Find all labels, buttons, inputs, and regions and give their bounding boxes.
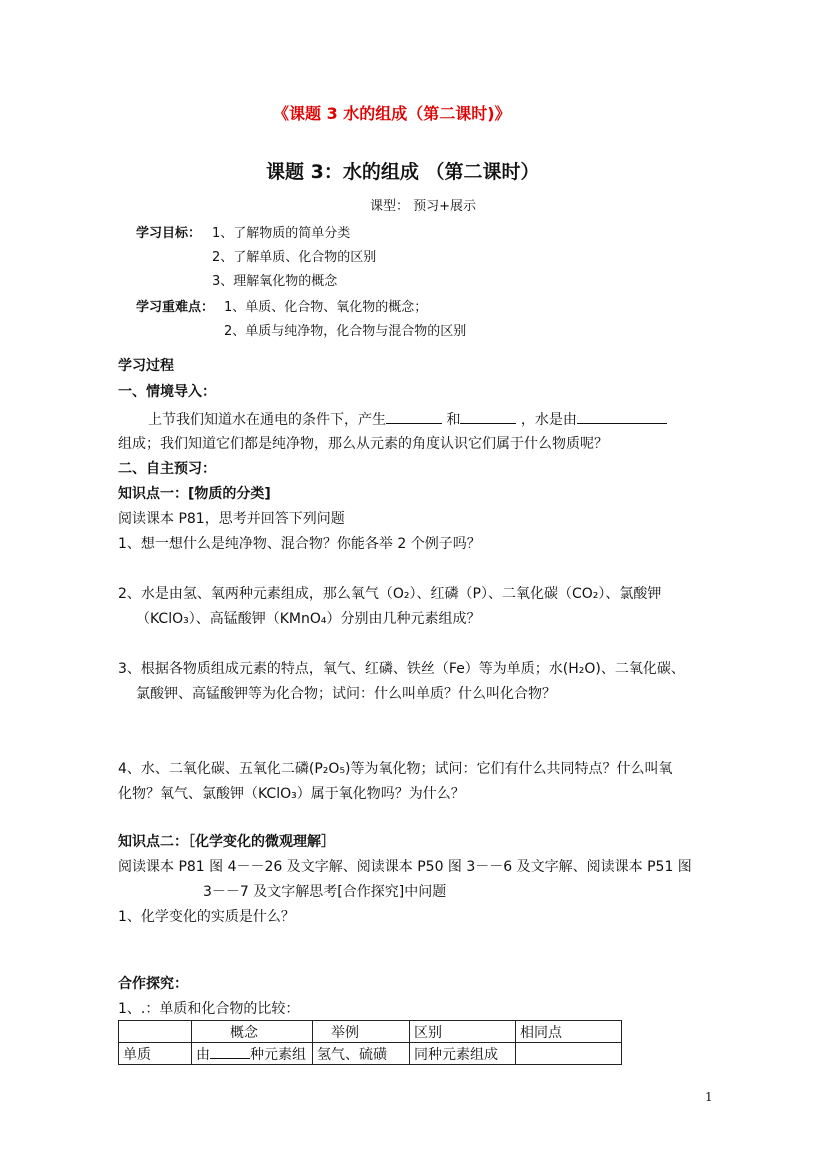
main-title: 课题 3：水的组成 （第二课时） (266, 161, 540, 183)
key-point-item: 1、单质、化合物、氧化物的概念； (224, 300, 428, 315)
table-row (119, 1043, 622, 1065)
kp1-heading: 知识点一：[物质的分类] (118, 486, 271, 502)
key-point-item: 2、单质与纯净物，化合物与混合物的区别 (224, 324, 467, 339)
kp1-q1: 1、想一想什么是纯净物、混合物？你能各举 2 个例子吗？ (118, 536, 481, 552)
table-header-cell: 概念 (192, 1021, 313, 1043)
lesson-type: 课型： 预习+展示 (370, 199, 477, 214)
kp1-q4-line2: 化物？氧气、氯酸钾（KClO₃）属于氧化物吗？为什么？ (118, 786, 465, 802)
process-heading: 学习过程 (118, 358, 174, 374)
kp2-q1: 1、化学变化的实质是什么？ (118, 909, 295, 925)
kp2-read-line1: 阅读课本 P81 图 4－－26 及文字解、阅读课本 P50 图 3－－6 及文字解、阅读课本 P51 图 (118, 859, 692, 875)
section1-text-b: 和 (446, 412, 461, 428)
objective-item: 1、了解物质的简单分类 (212, 226, 351, 241)
table-header-cell: 区别 (410, 1021, 516, 1043)
comparison-table (118, 1020, 622, 1065)
section1-text-c: ，水是由 (520, 412, 577, 428)
kp2-heading: 知识点二：［化学变化的微观理解］ (118, 834, 335, 850)
table-cell: 单质 (119, 1043, 192, 1065)
blank-line (210, 1044, 250, 1059)
table-header-cell: 相同点 (516, 1021, 622, 1043)
objective-item: 2、了解单质、化合物的区别 (212, 250, 377, 265)
section2-heading: 二、自主预习： (118, 461, 216, 477)
blank-line (577, 409, 667, 424)
kp2-read-line2: 3－－7 及文字解思考[合作探究]中问题 (203, 884, 447, 900)
cell-text: 由 (196, 1046, 210, 1063)
cooperation-heading: 合作探究： (118, 976, 188, 992)
table-cell: 氢气、硫磺 (313, 1043, 410, 1065)
table-cell (192, 1043, 313, 1065)
kp1-q3-line1: 3、根据各物质组成元素的特点，氧气、红磷、铁丝（Fe）等为单质；水(H₂O)、二氧化碳、 (118, 661, 685, 677)
cooperation-item1: 1、.：单质和化合物的比较： (118, 1001, 300, 1017)
table-header-cell (119, 1021, 192, 1043)
kp1-q3-line2: 氯酸钾、高锰酸钾等为化合物；试问：什么叫单质？什么叫化合物？ (136, 686, 556, 702)
table-cell (516, 1043, 622, 1065)
key-points-label: 学习重难点： (136, 300, 215, 315)
kp1-q2-line1: 2、水是由氢、氧两种元素组成，那么氧气（O₂）、红磷（P）、二氧化碳（CO₂）、氯酸钾 (118, 586, 662, 602)
blank-line (386, 409, 442, 424)
kp1-read: 阅读课本 P81，思考并回答下列问题 (118, 511, 345, 527)
section1-line2: 组成；我们知道它们都是纯净物，那么从元素的角度认识它们属于什么物质呢？ (118, 436, 608, 452)
section1-heading: 一、情境导入： (118, 384, 216, 400)
table-header-cell: 举例 (313, 1021, 410, 1043)
objectives-label: 学习目标： (136, 226, 202, 241)
kp1-q4-line1: 4、水、二氧化碳、五氧化二磷(P₂O₅)等为氧化物；试问：它们有什么共同特点？什么叫氧 (118, 761, 673, 777)
page-number: 1 (705, 1090, 713, 1104)
cell-text: 种元素组 (250, 1046, 306, 1063)
section1-line1 (148, 409, 667, 429)
blank-line (460, 409, 516, 424)
header-title: 《课题 3 水的组成（第二课时)》 (273, 104, 511, 123)
section1-text-a: 上节我们知道水在通电的条件下，产生 (148, 412, 386, 428)
objective-item: 3、理解氧化物的概念 (212, 274, 338, 289)
table-header-row (119, 1021, 622, 1043)
table-cell: 同种元素组成 (410, 1043, 516, 1065)
kp1-q2-line2: （KClO₃）、高锰酸钾（KMnO₄）分别由几种元素组成？ (136, 611, 481, 627)
